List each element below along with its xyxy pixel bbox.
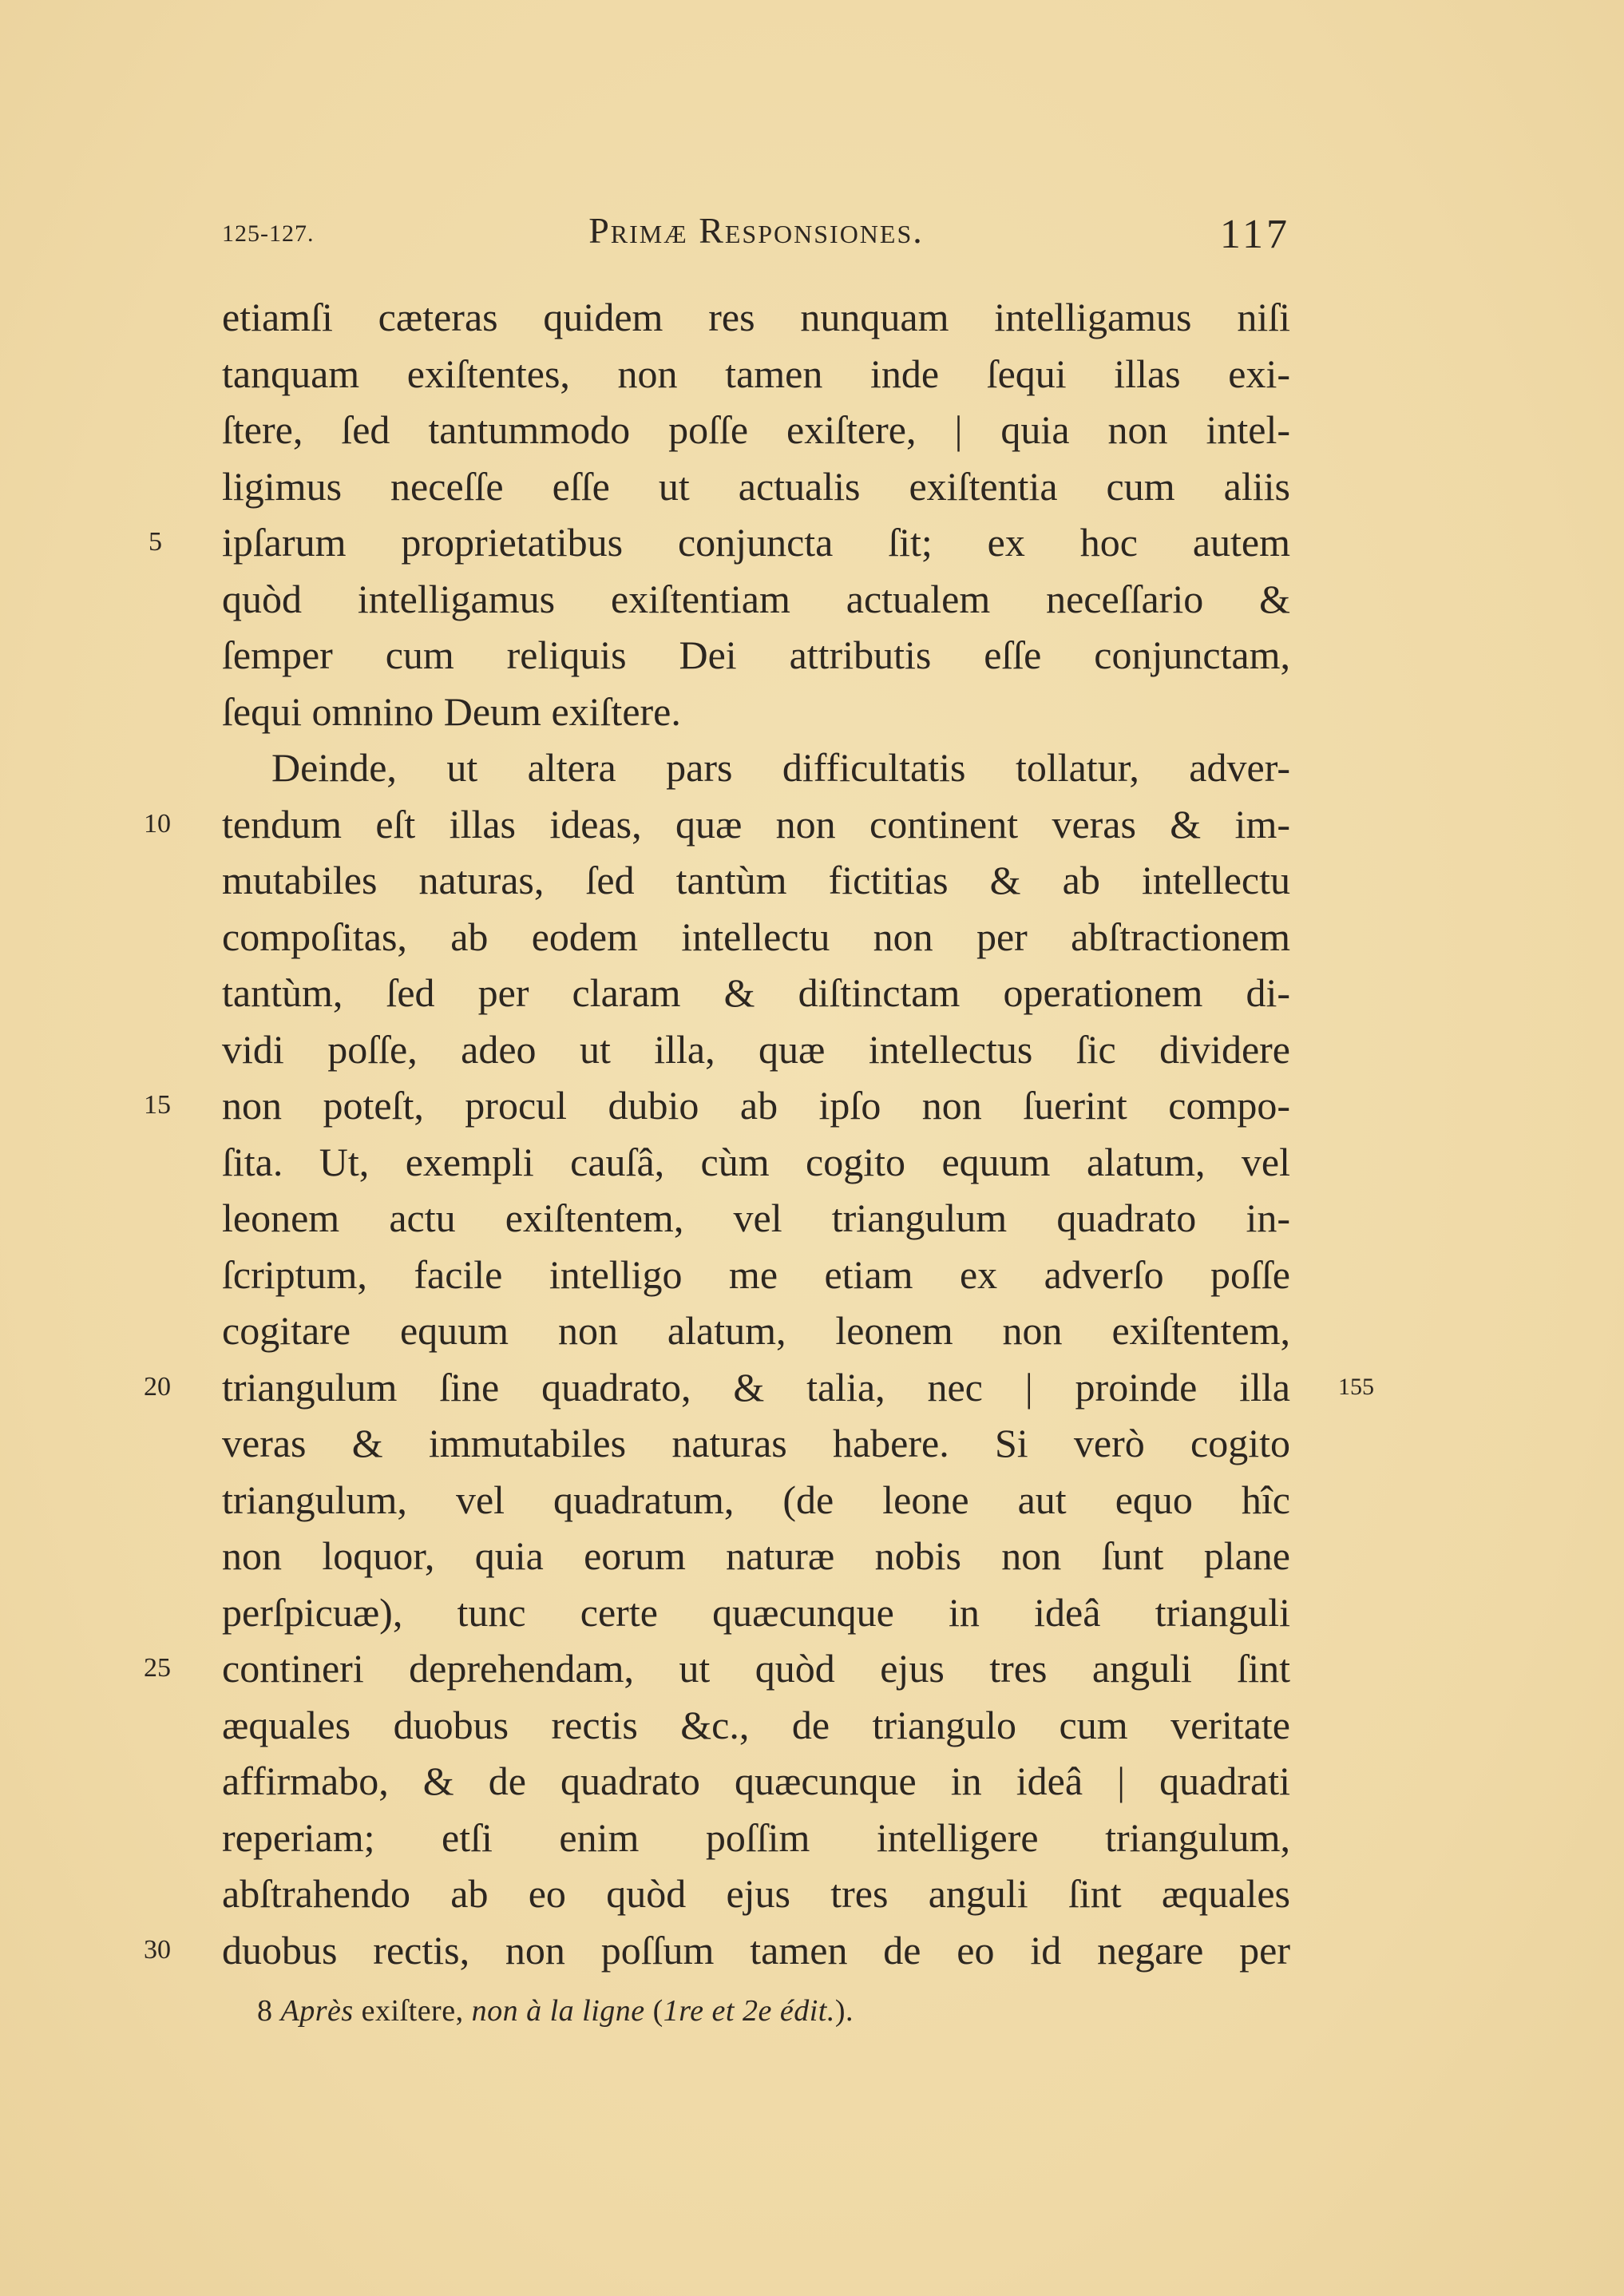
footnote-paren-open: ( [652,1994,663,2028]
text-line: Deinde, ut altera pars difficultatis tollatur, adver- [271,745,1290,790]
text-line: tantùm, ſed per claram & diſtinctam operationem di- [222,970,1290,1015]
running-title: Primæ Responsiones. [588,210,924,251]
text-line: æquales duobus rectis &c., de triangulo cum veritate [222,1702,1290,1747]
line-number: 25 [144,1653,171,1683]
text-line: quòd intelligamus exiſtentiam actualem neceſſario & [222,576,1290,621]
footnote [257,1993,854,2028]
text-line: mutabiles naturas, ſed tantùm fictitias & ab intellectu [222,858,1290,902]
text-line: etiamſi cæteras quidem res nunquam intelligamus niſi [222,295,1290,339]
text-line: cogitare equum non alatum, leonem non exiſtentem, [222,1308,1290,1353]
text-line: reperiam; etſi enim poſſim intelligere triangulum, [222,1814,1290,1860]
text-line: duobus rectis, non poſſum tamen de eo id negare per [222,1927,1290,1973]
text-line: leonem actu exiſtentem, vel triangulum quadrato in- [222,1196,1290,1240]
text-line: ſita. Ut, exempli cauſâ, cùm cogito equum alatum, vel [222,1139,1290,1184]
text-line: triangulum, vel quadratum, (de leone aut equo hîc [222,1477,1290,1522]
line-number: 30 [144,1934,171,1965]
footnote-editions: 1re et 2e édit. [663,1994,835,2028]
text-line: affirmabo, & de quadrato quæcunque in ideâ | quadrati [222,1759,1290,1803]
running-header [222,209,1290,265]
page-range: 125-127. [222,220,315,247]
text-line: non loquor, quia eorum naturæ nobis non ſunt plane [222,1533,1290,1578]
text-line: vidi poſſe, adeo ut illa, quæ intellectus ſic dividere [222,1026,1290,1072]
text-line: veras & immutabiles naturas habere. Si verò cogito [222,1421,1290,1465]
text-line: ſtere, ſed tantummodo poſſe exiſtere, | quia non intel- [222,407,1290,452]
footnote-number: 8 [257,1994,273,2028]
text-line: ſequi omnino Deum exiſtere. [222,688,681,734]
footnote-paren-close: ). [834,1994,854,2028]
text-line: ſemper cum reliquis Dei attributis eſſe conjunctam, [222,632,1290,677]
text-line: ligimus neceſſe eſſe ut actualis exiſtentia cum aliis [222,463,1290,509]
line-number: 15 [144,1090,171,1120]
text-line: ipſarum proprietatibus conjuncta ſit; ex hoc autem [222,520,1290,565]
footnote-phrase: non à la ligne [471,1994,645,2028]
line-number: 20 [144,1371,171,1402]
text-line: abſtrahendo ab eo quòd ejus tres anguli ſint æquales [222,1871,1290,1916]
text-line: compoſitas, ab eodem intellectu non per abſtractionem [222,914,1290,959]
text-line: triangulum ſine quadrato, & talia, nec | proinde illa [222,1364,1290,1410]
line-number: 10 [144,808,171,839]
line-number: 5 [149,527,162,557]
footnote-apres: Après [280,1994,354,2028]
footnote-word: exiſtere, [361,1994,464,2028]
text-line: tanquam exiſtentes, non tamen inde ſequi illas exi- [222,351,1290,396]
text-line: contineri deprehendam, ut quòd ejus tres anguli ſint [222,1646,1290,1691]
text-line: ſcriptum, facile intelligo me etiam ex adverſo poſſe [222,1251,1290,1297]
text-line: perſpicuæ), tunc certe quæcunque in ideâ trianguli [222,1589,1290,1635]
main-text [222,289,1290,1978]
page-number: 117 [1219,212,1290,257]
text-line: tendum eſt illas ideas, quæ non continent veras & im- [222,801,1290,847]
text-line: non poteſt, procul dubio ab ipſo non ſuerint compo- [222,1083,1290,1128]
margin-reference: 155 [1338,1373,1374,1400]
